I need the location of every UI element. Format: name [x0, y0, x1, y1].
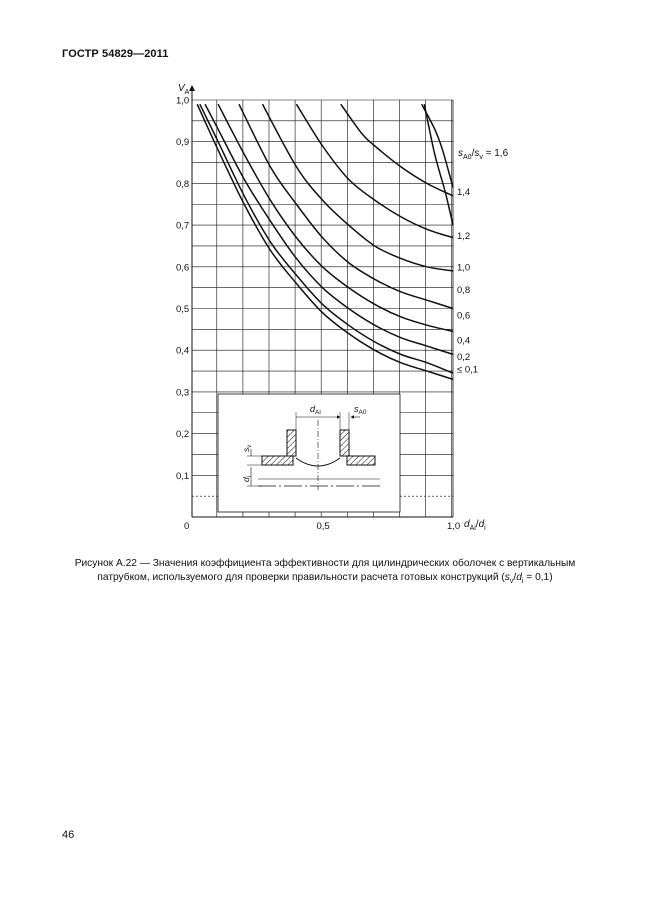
figure-caption — [60, 557, 590, 589]
legend-title: $s_{A0}/s_v = 1,6$ — [458, 148, 509, 161]
inset-label-sv: $s_v$ — [241, 444, 253, 452]
series-label: 0,6 — [457, 310, 471, 322]
y-tick-label: 0,3 — [176, 387, 190, 399]
series-curve — [296, 104, 453, 237]
series-label: 0,4 — [457, 335, 471, 347]
chart-series — [197, 104, 453, 379]
nozzle-wall-left — [287, 430, 296, 456]
x-tick-label: 1,0 — [447, 521, 461, 532]
series-curve — [424, 104, 453, 225]
caption-line-2: патрубком, используемого для проверки правильности расчета готовых конструкций $(s_v/d_i = 0,1)$ — [97, 572, 553, 586]
origin-label: 0 — [184, 521, 190, 532]
caption-line-1: Рисунок А.22 — Значения коэффициента эффективности для цилиндрических оболочек с вертикальным — [74, 558, 576, 569]
series-curve — [239, 104, 453, 308]
y-tick-label: 0,4 — [176, 345, 190, 357]
inset-diagram — [218, 394, 400, 512]
inset-label-di: $d_i$ — [241, 475, 253, 482]
y-tick-label: 0,2 — [176, 429, 190, 441]
series-label: 0,2 — [457, 351, 471, 363]
y-tick-label: 0,8 — [176, 178, 190, 190]
series-label: ≤ 0,1 — [457, 364, 479, 376]
x-tick-label: 0,5 — [316, 521, 330, 532]
series-curve — [197, 104, 453, 379]
series-label: 1,4 — [457, 187, 471, 199]
series-label: 0,8 — [457, 285, 471, 297]
y-tick-label: 1,0 — [176, 95, 190, 107]
x-axis-label: $d_{Ai}/d_i$ — [464, 519, 486, 532]
y-axis-label: $V_A$ — [178, 83, 190, 96]
page-number: 46 — [62, 829, 75, 841]
series-label: 1,0 — [457, 262, 471, 274]
shell-wall-left — [262, 456, 293, 465]
y-tick-label: 0,9 — [176, 137, 190, 149]
y-tick-label: 0,1 — [176, 470, 190, 482]
document-header: ГОСТР 54829—2011 — [62, 48, 169, 60]
chart-series-labels — [457, 187, 478, 375]
y-tick-label: 0,7 — [176, 220, 190, 232]
y-tick-label: 0,6 — [176, 262, 190, 274]
series-label: 1,2 — [457, 231, 471, 243]
inset-label-sa0: $s_{A0}$ — [354, 404, 367, 416]
inset-background — [218, 394, 400, 512]
series-curve — [341, 104, 453, 196]
y-tick-label: 0,5 — [176, 304, 190, 315]
nozzle-wall-right — [340, 430, 349, 456]
series-curve — [200, 104, 453, 373]
shell-wall-right — [347, 456, 375, 465]
inset-label-dai: $d_{Ai}$ — [310, 404, 321, 416]
